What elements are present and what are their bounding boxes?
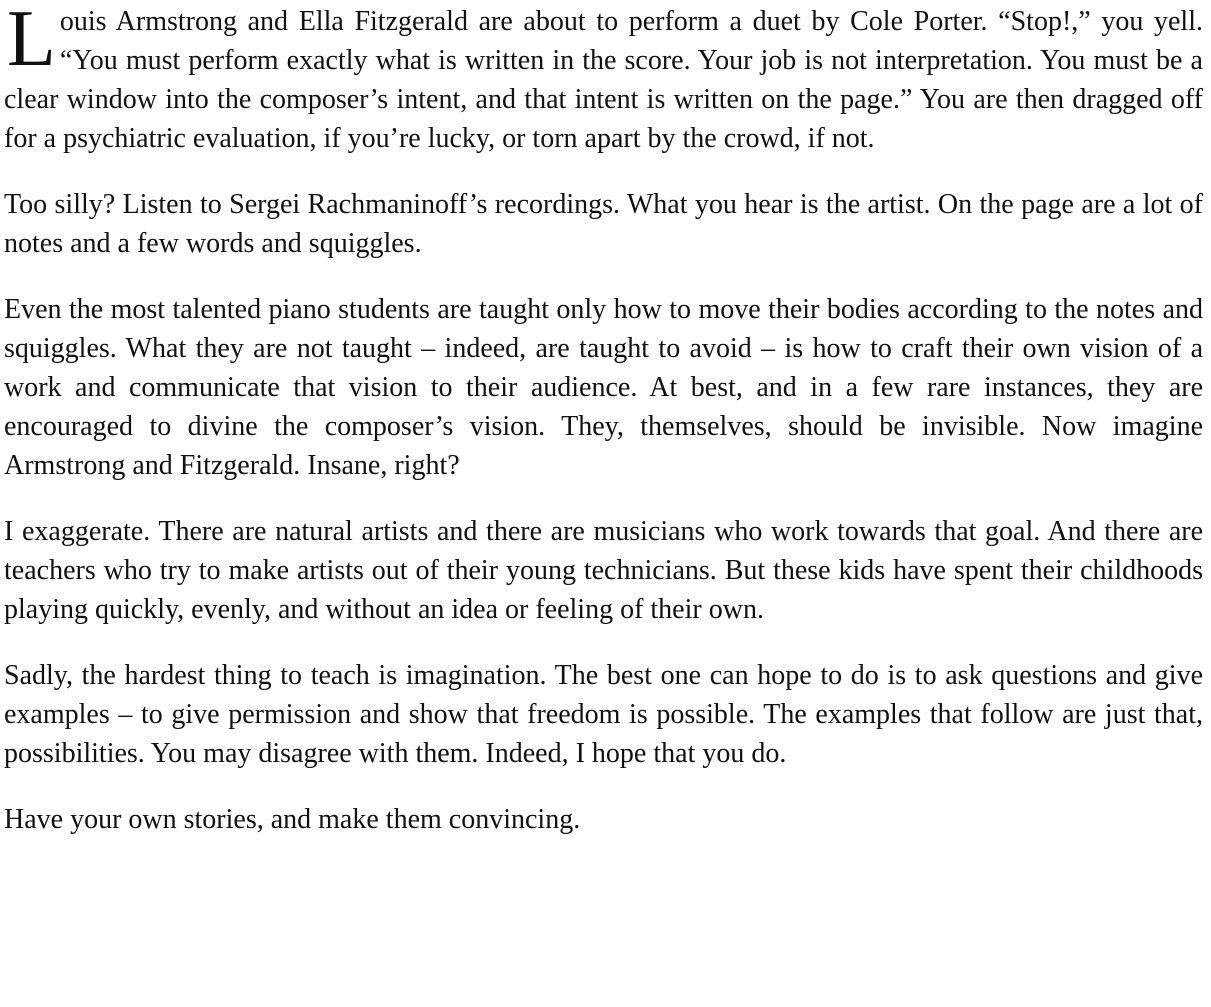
paragraph-1-text: ouis Armstrong and Ella Fitzgerald are about to perform a duet by Cole Porter. “Stop!,” you yell. “You must perform exactly what is written in the score. Your job is not interpretation. You must be a clear window into the composer’s intent, and that intent is written on the page.” You are then dragged off for a psychiatric evaluation, if you’re lucky, or torn apart by the crowd, if not.	[4, 6, 1203, 154]
paragraph-3: Even the most talented piano students are taught only how to move their bodies according to the notes and squiggles. What they are not taught – indeed, are taught to avoid – is how to craft their own vision of a work and communicate that vision to their audience. At best, and in a few rare instances, they are encouraged to divine the composer’s vision. They, themselves, should be invisible. Now imagine Armstrong and Fitzgerald. Insane, right?	[4, 294, 1203, 481]
paragraph-4: I exaggerate. There are natural artists and there are musicians who work towards that goal. And there are teachers who try to make artists out of their young technicians. But these kids have spent their childhoods playing quickly, evenly, and without an idea or feeling of their own.	[4, 516, 1203, 625]
paragraph-5: Sadly, the hardest thing to teach is imagination. The best one can hope to do is to ask questions and give examples – to give permission and show that freedom is possible. The examples that follow are just that, possibilities. You may disagree with them. Indeed, I hope that you do.	[4, 660, 1203, 769]
paragraph-1	[4, 2, 1203, 158]
paragraph-6: Have your own stories, and make them convincing.	[4, 804, 581, 835]
drop-cap-letter: L	[7, 0, 56, 83]
paragraph-2: Too silly? Listen to Sergei Rachmaninoff’s recordings. What you hear is the artist. On the page are a lot of notes and a few words and squiggles.	[4, 189, 1203, 259]
